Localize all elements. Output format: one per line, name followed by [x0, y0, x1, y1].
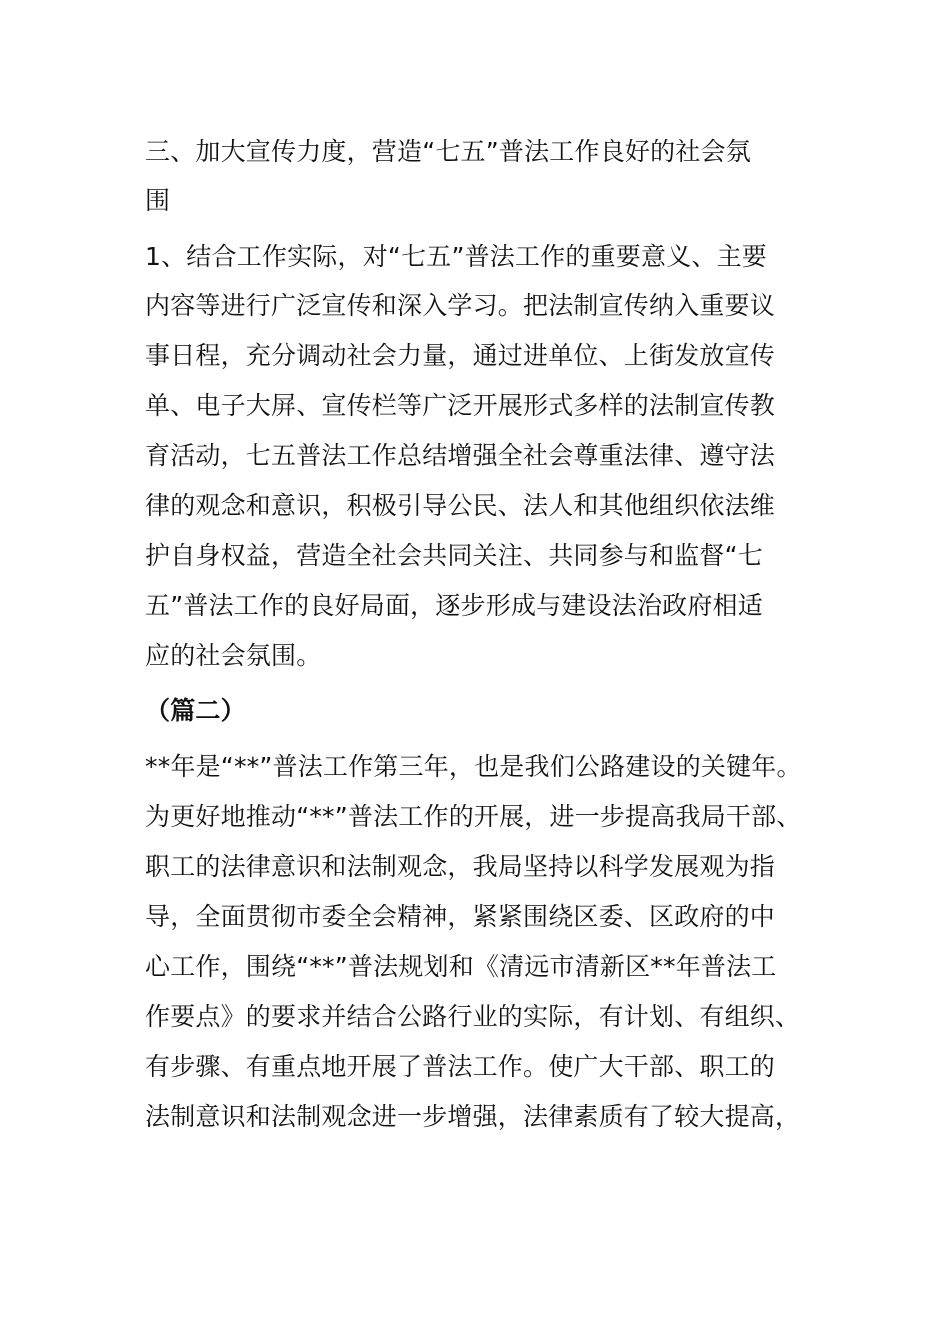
paragraph-line: 作要点》的要求并结合公路行业的实际，有计划、有组织、 — [145, 1002, 801, 1031]
paragraph-line: 1、结合工作实际，对“七五”普法工作的重要意义、主要 — [145, 242, 768, 271]
paragraph-line: 有步骤、有重点地开展了普法工作。使广大干部、职工的 — [145, 1052, 776, 1081]
paragraph-line: 法制意识和法制观念进一步增强，法律素质有了较大提高， — [145, 1102, 801, 1131]
paragraph-line: 事日程，充分调动社会力量，通过进单位、上街发放宣传 — [145, 341, 776, 370]
section-heading-line-1: 三、加大宣传力度，营造“七五”普法工作良好的社会氛 — [145, 137, 751, 166]
paragraph-line: 律的观念和意识，积极引导公民、法人和其他组织依法维 — [145, 491, 776, 520]
section-heading-line-2: 围 — [145, 186, 171, 215]
paragraph-line: 应的社会氛围。 — [145, 641, 322, 670]
paragraph-line: **年是“**”普法工作第三年，也是我们公路建设的关键年。 — [145, 752, 802, 781]
paragraph-line: 单、电子大屏、宣传栏等广泛开展形式多样的法制宣传教 — [145, 391, 776, 420]
part-heading: （篇二） — [145, 696, 246, 725]
paragraph-line: 五”普法工作的良好局面，逐步形成与建设法治政府相适 — [145, 591, 763, 620]
paragraph-line: 导，全面贯彻市委全会精神，紧紧围绕区委、区政府的中 — [145, 902, 776, 931]
paragraph-line: 育活动，七五普法工作总结增强全社会尊重法律、遵守法 — [145, 441, 776, 470]
paragraph-line: 内容等进行广泛宣传和深入学习。把法制宣传纳入重要议 — [145, 291, 776, 320]
paragraph-line: 心工作，围绕“**”普法规划和《清远市清新区**年普法工 — [145, 952, 777, 981]
paragraph-line: 护自身权益，营造全社会共同关注、共同参与和监督“七 — [145, 541, 763, 570]
paragraph-line: 职工的法律意识和法制观念，我局坚持以科学发展观为指 — [145, 852, 776, 881]
paragraph-line: 为更好地推动“**”普法工作的开展，进一步提高我局干部、 — [145, 802, 802, 831]
